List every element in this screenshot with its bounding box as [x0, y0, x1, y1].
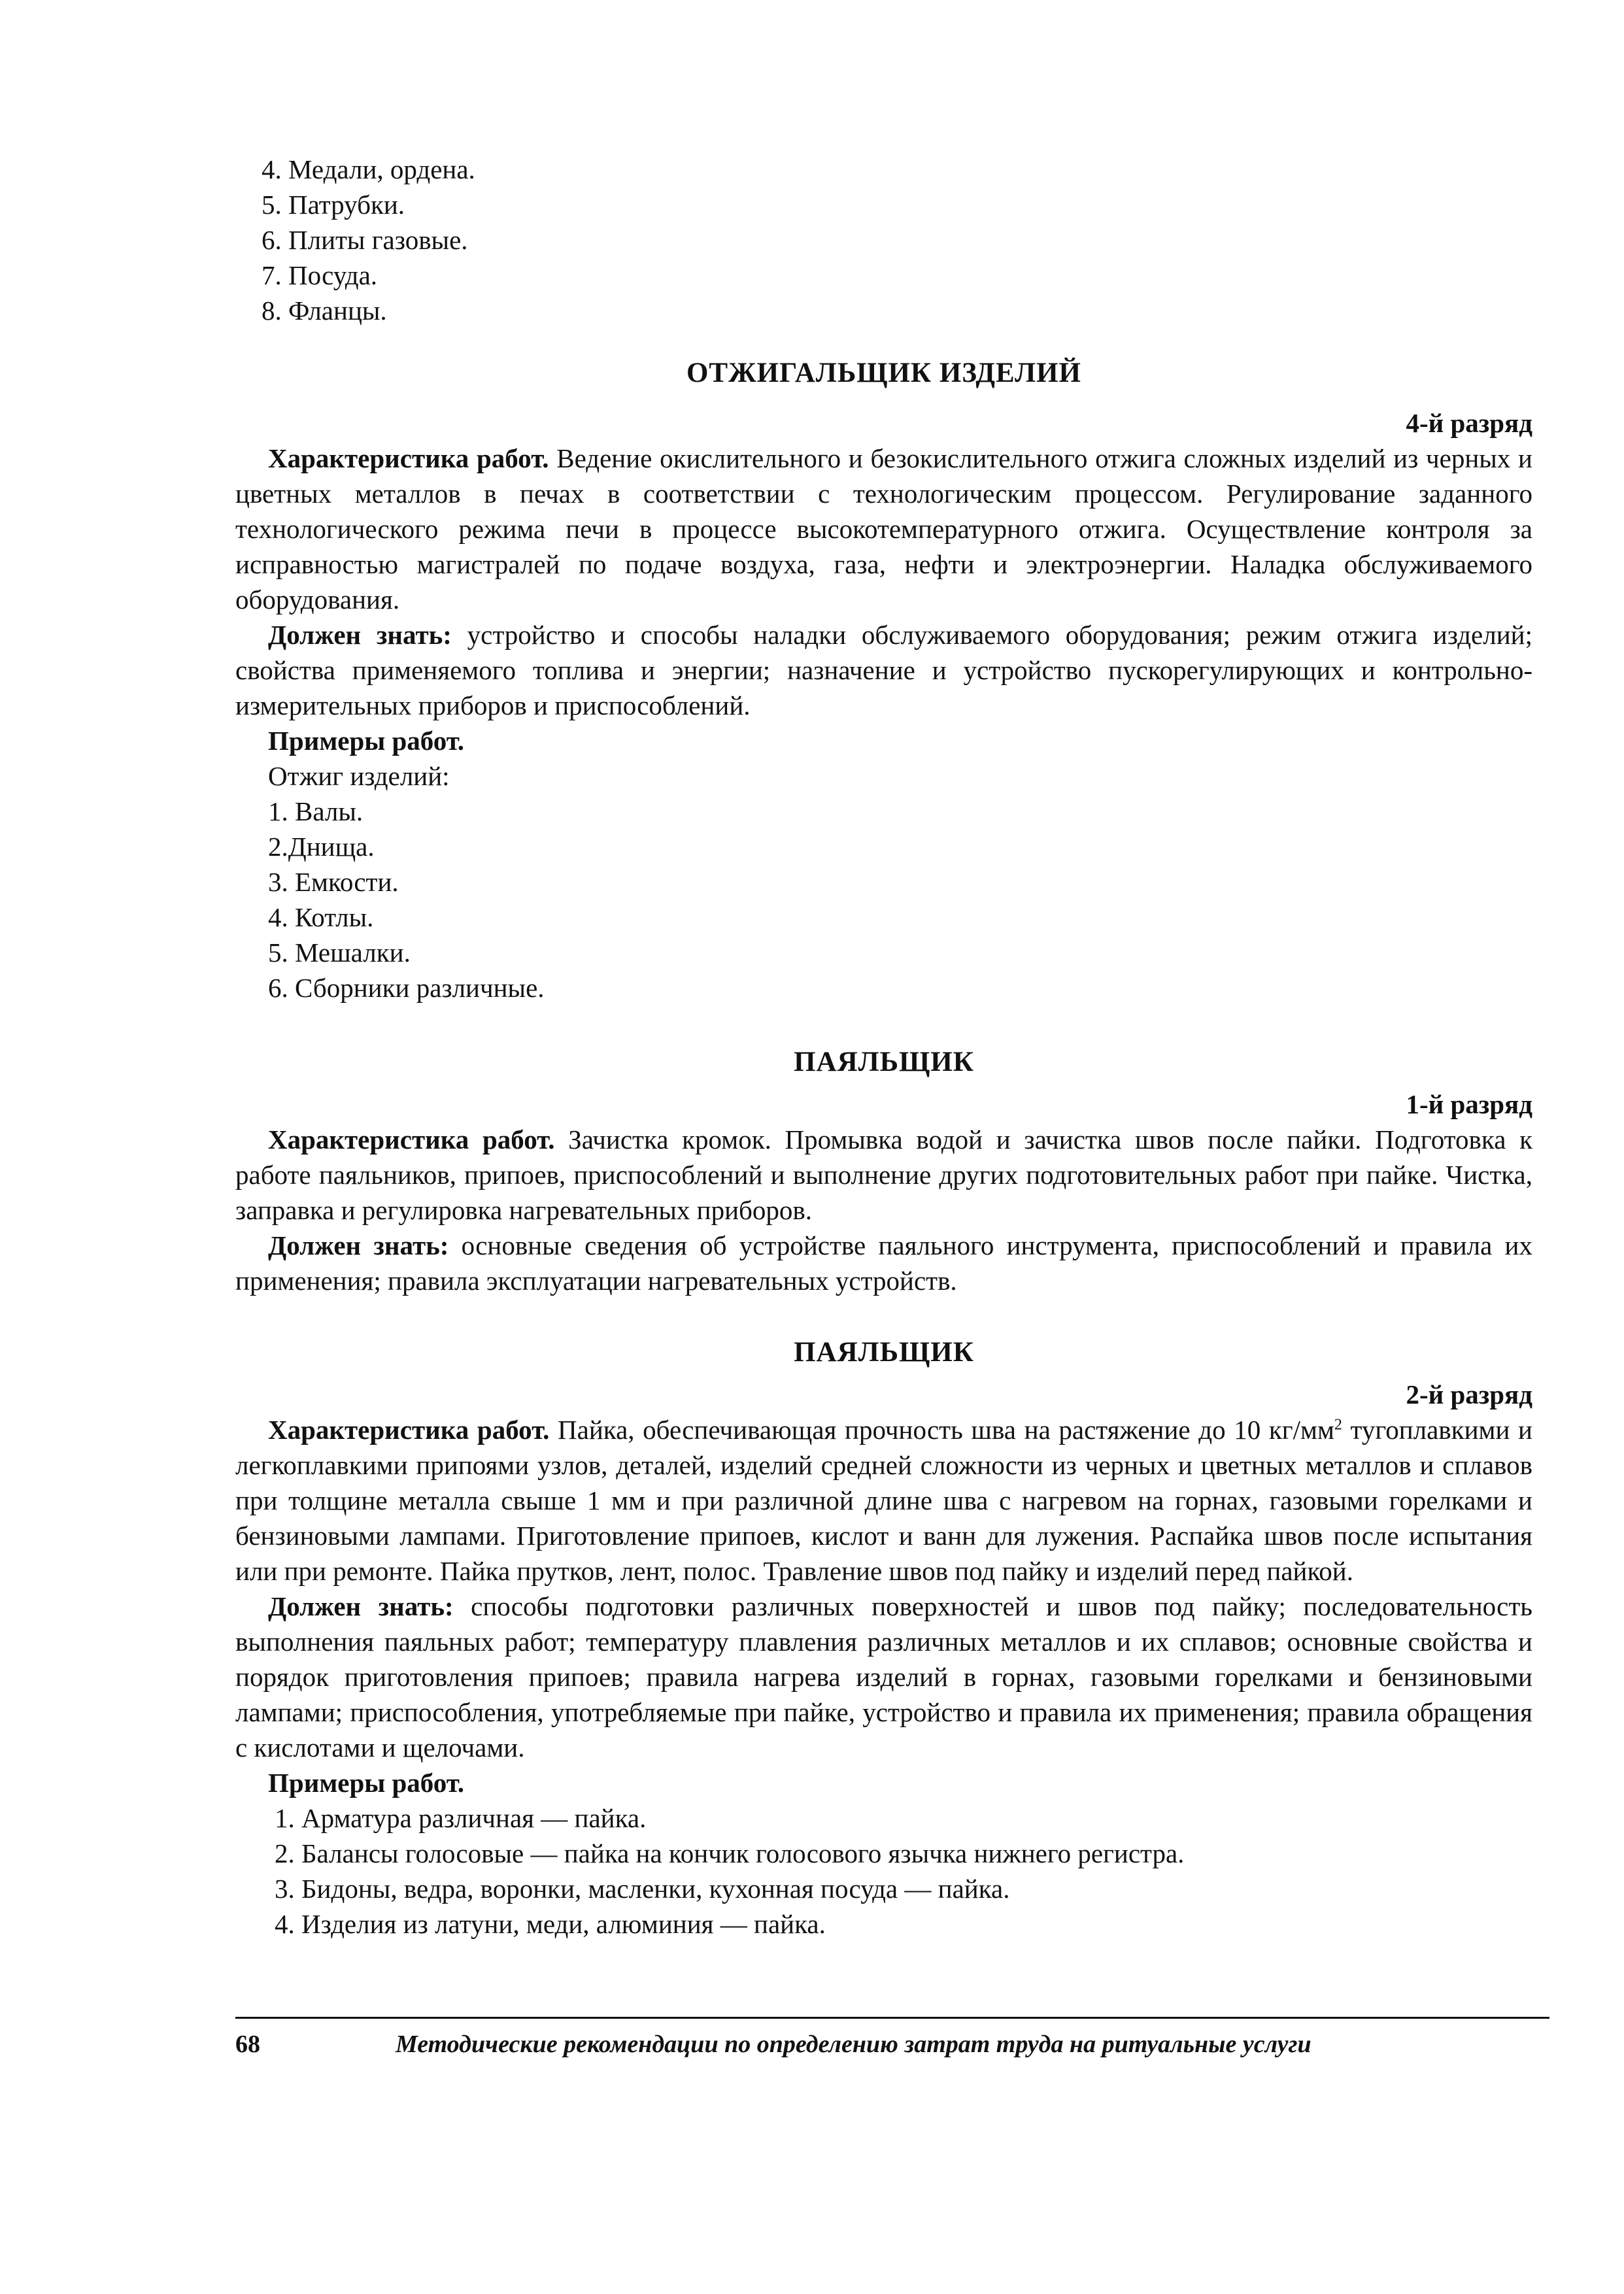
superscript: 2	[1334, 1416, 1342, 1434]
characteristics-text: Зачистка кромок. Промывка водой и зачистка швов после пайки. Подготовка к работе паяльников, припоев, приспособлений и выполнение других подготовительных работ при пайке. Чистка, заправка и регулировка нагревательных приборов.	[235, 1124, 1532, 1225]
list-item: 1. Валы.	[268, 796, 364, 826]
document-page	[235, 152, 1532, 1942]
examples-list	[235, 1800, 1532, 1942]
required-knowledge	[235, 617, 1532, 723]
section-heading: ПАЯЛЬЩИК	[794, 1337, 974, 1368]
examples-label: Примеры работ.	[268, 1768, 465, 1798]
list-item: 1. Арматура различная — пайка.	[275, 1803, 647, 1833]
list-item: 6. Сборники различные.	[268, 973, 545, 1003]
characteristics-text-a: Пайка, обеспечивающая прочность шва на растяжение до 10 кг/мм	[549, 1415, 1334, 1445]
required-knowledge	[235, 1228, 1532, 1298]
required-knowledge	[235, 1589, 1532, 1765]
page-number: 68	[235, 2031, 260, 2058]
grade-label: 1-й разряд	[1406, 1089, 1532, 1119]
grade-label: 2-й разряд	[1406, 1379, 1532, 1409]
characteristics-label: Характеристика работ.	[268, 1415, 550, 1445]
characteristics-text: Ведение окислительного и безокислительного отжига сложных изделий из черных и цветных металлов в печах в соответствии с технологическим процессом. Регулирование заданного технологического режима печи в процессе высокотемпературного отжига. Осуществление контроля за исправностью магистралей по подаче воздуха, газа, нефти и электроэнергии. Наладка обслуживаемого оборудования.	[235, 443, 1532, 615]
work-characteristics	[235, 1412, 1532, 1589]
section-heading: ОТЖИГАЛЬЩИК ИЗДЕЛИЙ	[686, 358, 1082, 388]
page-footer	[235, 2017, 1549, 2062]
list-item: 7. Посуда.	[262, 260, 378, 290]
characteristics-text-b: тугоплавкими и легкоплавкими припоями узлов, деталей, изделий средней сложности из черных и цветных металлов и сплавов при толщине металла свыше 1 мм и при различной длине шва с нагревом на горнах, газовыми горелками и бензиновыми лампами. Приготовление припоев, кислот и ванн для лужения. Распайка швов после испытания или при ремонте. Пайка прутков, лент, полос. Травление швов под пайку и изделий перед пайкой.	[235, 1415, 1532, 1586]
work-characteristics	[235, 441, 1532, 617]
characteristics-label: Характеристика работ.	[268, 443, 549, 473]
list-item: 2.Днища.	[268, 832, 375, 862]
grade-label: 4-й разряд	[1406, 408, 1532, 438]
section-heading: ПАЯЛЬЩИК	[794, 1047, 974, 1077]
section-solderer-1	[235, 1045, 1532, 1298]
list-item: 3. Бидоны, ведра, воронки, масленки, кухонная посуда — пайка.	[275, 1874, 1010, 1904]
examples-label: Примеры работ.	[268, 726, 465, 756]
list-item: 2. Балансы голосовые — пайка на кончик голосового язычка нижнего регистра.	[275, 1838, 1185, 1868]
list-item: 6. Плиты газовые.	[262, 225, 468, 255]
knowledge-text: основные сведения об устройстве паяльного инструмента, приспособлений и правила их применения; правила эксплуатации нагревательных устройств.	[235, 1230, 1532, 1296]
knowledge-label: Должен знать:	[268, 1591, 454, 1621]
characteristics-label: Характеристика работ.	[268, 1124, 555, 1155]
section-solderer-2	[235, 1335, 1532, 1942]
list-item: 4. Медали, ордена.	[262, 154, 475, 184]
knowledge-text: устройство и способы наладки обслуживаемого оборудования; режим отжига изделий; свойства применяемого топлива и энергии; назначение и устройство пускорегулирующих и контрольно-измерительных приборов и приспособлений.	[235, 620, 1532, 720]
list-item: 4. Изделия из латуни, меди, алюминия — пайка.	[275, 1909, 826, 1939]
list-item: 4. Котлы.	[268, 902, 374, 932]
list-item: 3. Емкости.	[268, 867, 399, 897]
work-characteristics	[235, 1122, 1532, 1228]
list-item: 5. Патрубки.	[262, 190, 405, 220]
footer-title: Методические рекомендации по определению затрат труда на ритуальные услуги	[396, 2031, 1311, 2058]
examples-list	[235, 794, 1532, 1005]
knowledge-label: Должен знать:	[268, 620, 452, 650]
continued-list	[235, 152, 1532, 328]
list-item: 5. Мешалки.	[268, 937, 411, 968]
section-annealer	[235, 356, 1532, 1005]
knowledge-label: Должен знать:	[268, 1230, 449, 1260]
examples-intro: Отжиг изделий:	[268, 761, 450, 791]
list-item: 8. Фланцы.	[262, 295, 387, 326]
knowledge-text: способы подготовки различных поверхностей и швов под пайку; последовательность выполнения паяльных работ; температуру плавления различных металлов и их сплавов; основные свойства и порядок приготовления припоев; правила нагрева изделий в горнах, газовыми горелками и бензиновыми лампами; приспособления, употребляемые при пайке, устройство и правила их применения; правила обращения с кислотами и щелочами.	[235, 1591, 1532, 1763]
